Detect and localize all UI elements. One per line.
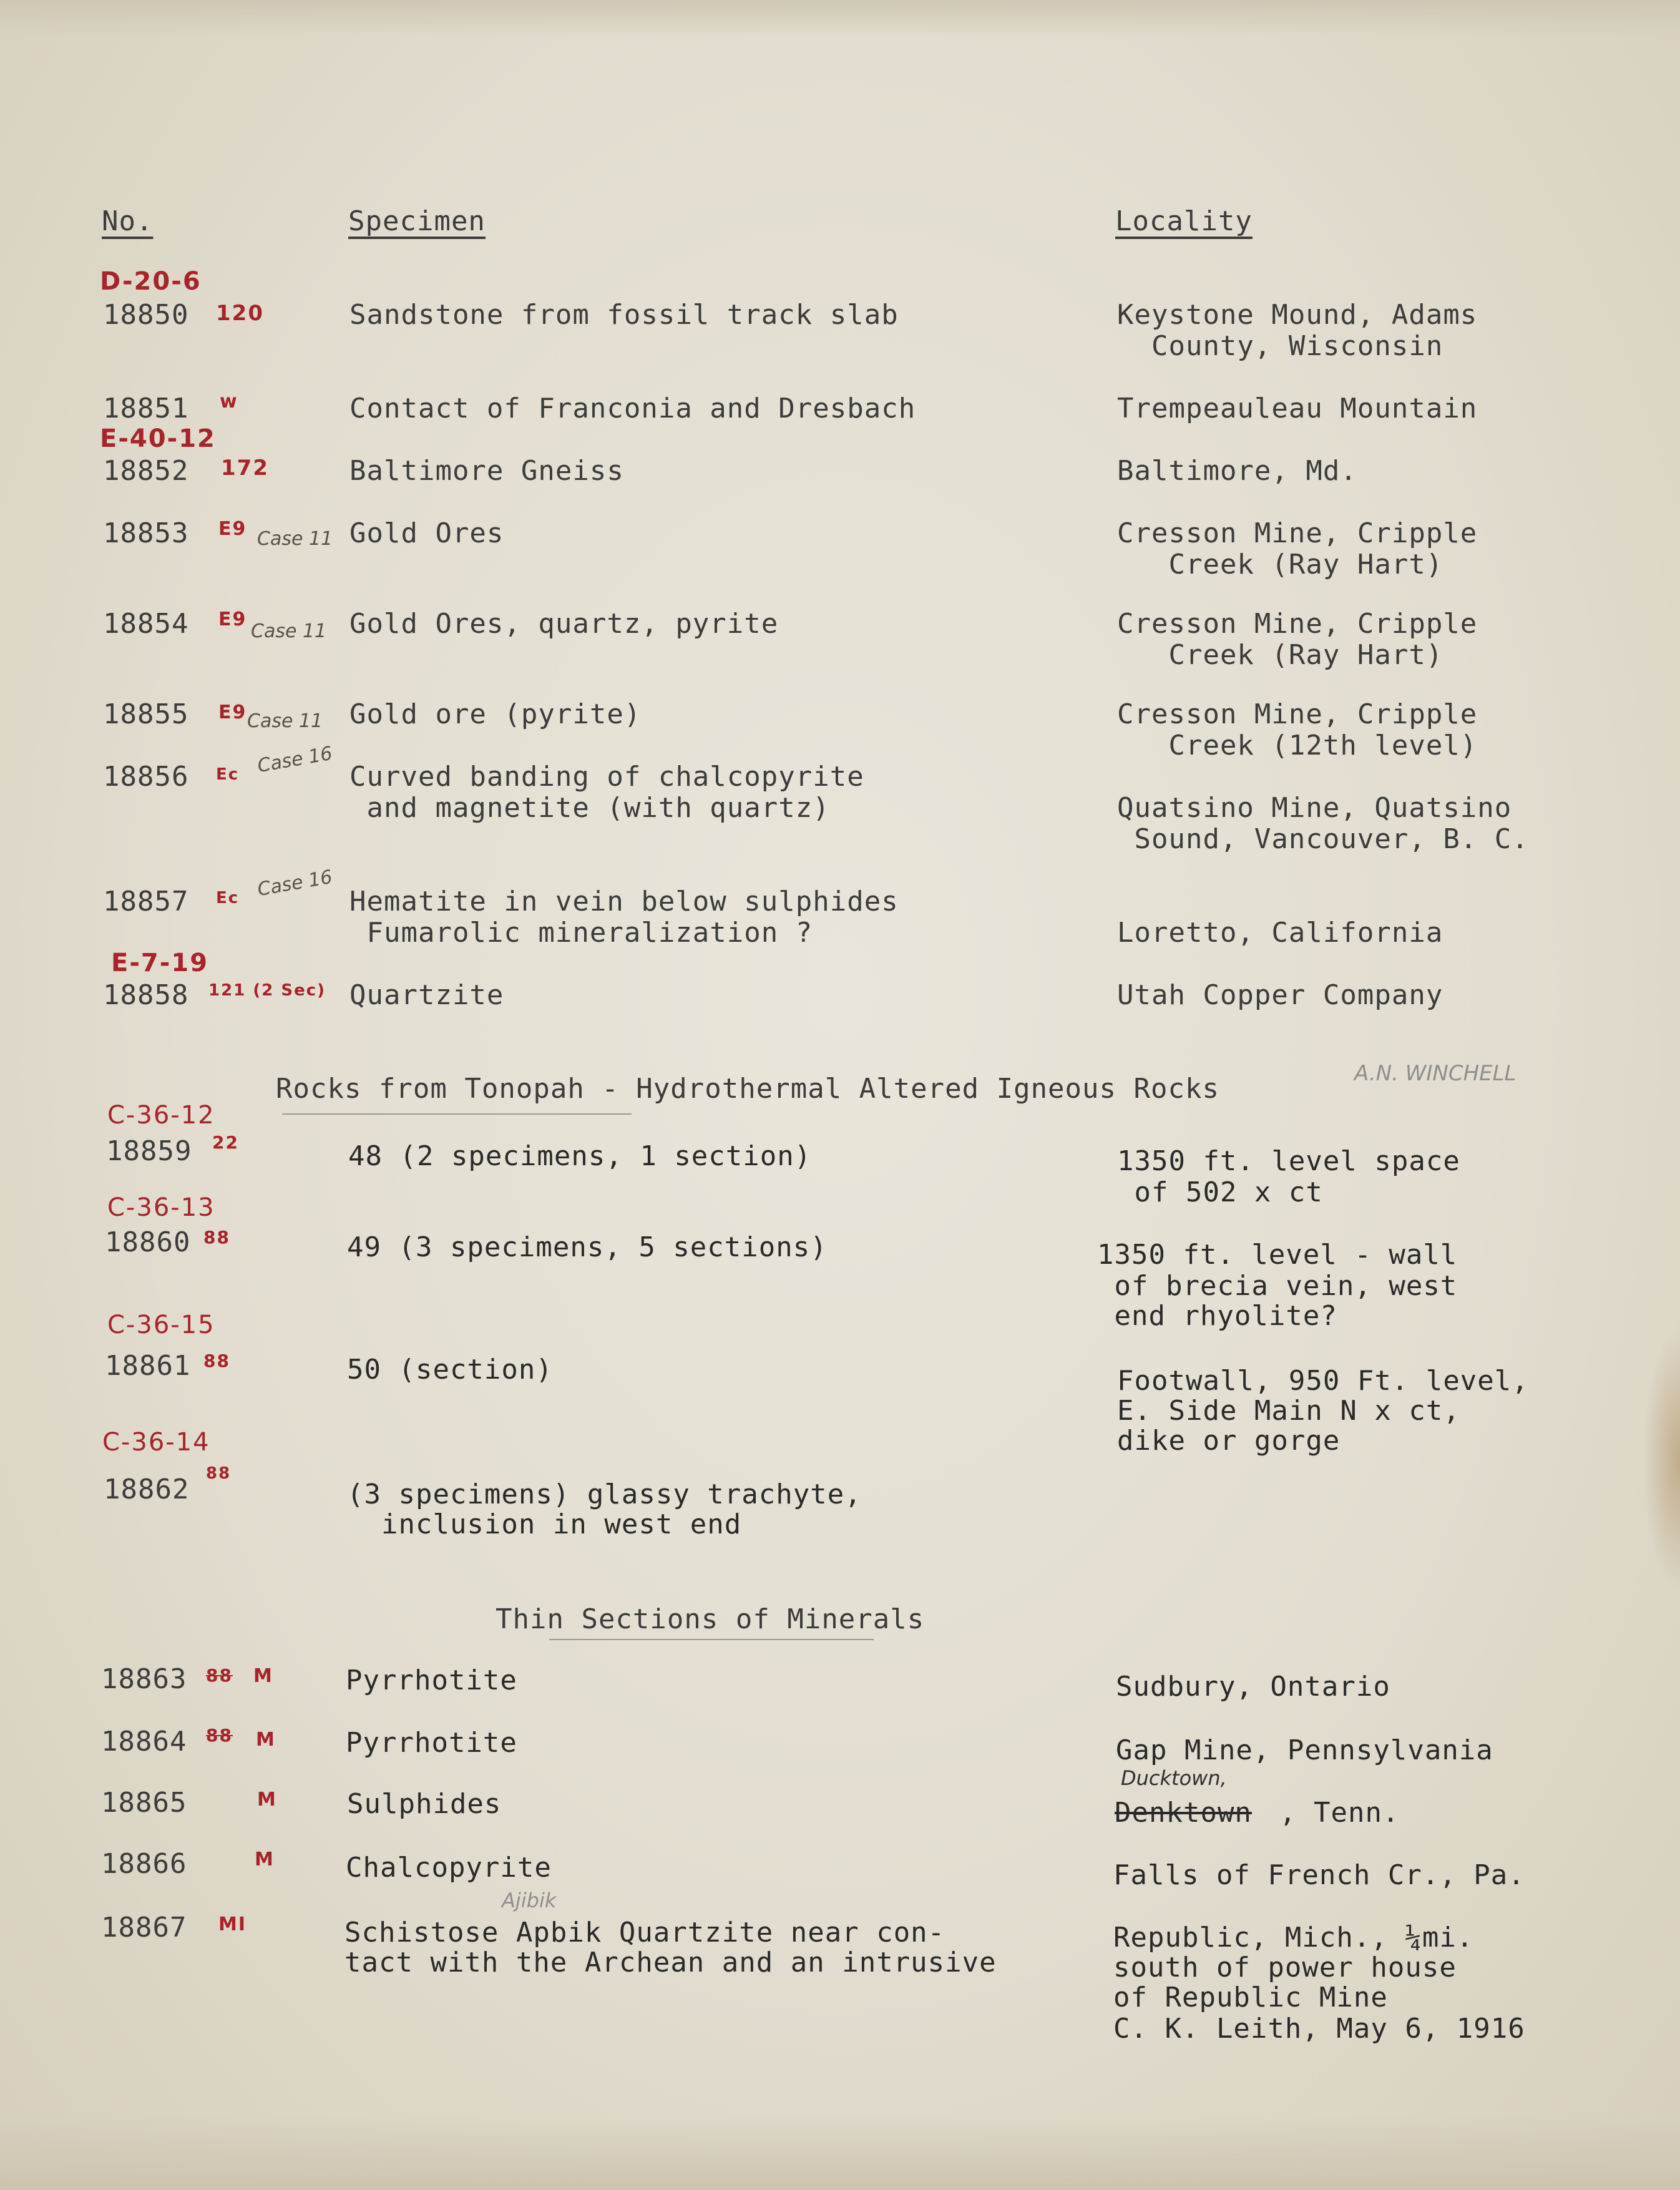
- specimen-desc: Quartzite: [349, 979, 504, 1011]
- red-annotation: 88: [206, 1464, 232, 1483]
- red-annotation: E9: [218, 518, 247, 540]
- locality-line: Loretto, California: [1117, 917, 1443, 949]
- specimen-desc: tact with the Archean and an intrusive: [344, 1947, 997, 1978]
- locality-line: Gap Mine, Pennsylvania: [1116, 1734, 1493, 1766]
- locality-line: C. K. Leith, May 6, 1916: [1113, 2013, 1525, 2045]
- specimen-desc: Sulphides: [347, 1788, 502, 1820]
- red-annotation: M: [253, 1665, 273, 1687]
- specimen-number: 18852: [103, 455, 189, 487]
- locality-line: E. Side Main N x ct,: [1117, 1395, 1460, 1427]
- specimen-desc: Schistose Apbik Quartzite near con-: [344, 1917, 945, 1948]
- locality-line: of 502 x ct: [1117, 1176, 1323, 1208]
- red-annotation: M: [255, 1849, 275, 1870]
- paper-stain: [1643, 1329, 1680, 1591]
- specimen-desc: 48 (2 specimens, 1 section): [348, 1140, 812, 1172]
- specimen-number: 18850: [103, 299, 189, 331]
- specimen-number: 18864: [101, 1726, 187, 1757]
- locality-line: Sound, Vancouver, B. C.: [1117, 823, 1529, 855]
- catalog-mark: E-40-12: [100, 424, 216, 453]
- specimen-number: 18863: [101, 1663, 187, 1695]
- specimen-desc: 50 (section): [347, 1354, 553, 1386]
- locality-struck: Denktown: [1115, 1797, 1252, 1829]
- specimen-desc: Baltimore Gneiss: [349, 455, 624, 487]
- locality-line: dike or gorge: [1117, 1425, 1341, 1457]
- locality-line: south of power house: [1113, 1952, 1457, 1983]
- case-annotation: Case 16: [255, 866, 335, 901]
- red-annotation: w: [220, 391, 238, 413]
- specimen-desc: Gold Ores: [349, 517, 504, 549]
- specimen-desc: and magnetite (with quartz): [349, 792, 830, 824]
- specimen-number: 18857: [103, 886, 189, 917]
- red-annotation: 88: [203, 1351, 230, 1371]
- locality-line: Baltimore, Md.: [1117, 455, 1357, 487]
- catalog-mark: C-36-14: [102, 1428, 210, 1457]
- specimen-number: 18855: [103, 698, 189, 730]
- section-underline: [549, 1639, 874, 1640]
- specimen-desc: Curved banding of chalcopyrite: [349, 761, 864, 793]
- specimen-number: 18859: [106, 1135, 192, 1167]
- locality-line: Keystone Mound, Adams: [1117, 299, 1478, 331]
- specimen-number: 18858: [103, 979, 189, 1011]
- locality-line: Quatsino Mine, Quatsino: [1117, 792, 1512, 824]
- specimen-number: 18867: [101, 1912, 187, 1943]
- specimen-desc: inclusion in west end: [347, 1508, 742, 1540]
- specimen-number: 18851: [103, 393, 189, 424]
- red-annotation: Ec: [216, 889, 240, 907]
- specimen-number: 18856: [103, 761, 189, 793]
- specimen-desc: Gold ore (pyrite): [349, 698, 642, 730]
- case-annotation: Case 11: [251, 620, 327, 642]
- locality-line: Sudbury, Ontario: [1116, 1671, 1390, 1703]
- header-no: No.: [102, 205, 154, 237]
- locality-line: Trempeauleau Mountain: [1117, 393, 1478, 424]
- red-annotation: 22: [212, 1132, 239, 1153]
- catalog-mark: C-36-12: [107, 1101, 215, 1130]
- specimen-number: 18866: [101, 1848, 187, 1880]
- locality-line: of brecia vein, west: [1097, 1270, 1458, 1302]
- locality-line: Republic, Mich., ¼mi.: [1113, 1922, 1474, 1953]
- specimen-desc: 49 (3 specimens, 5 sections): [347, 1231, 828, 1263]
- specimen-desc: (3 specimens) glassy trachyte,: [347, 1479, 862, 1510]
- red-annotation: 120: [216, 301, 264, 326]
- specimen-desc: Pyrrhotite: [346, 1664, 517, 1696]
- header-locality: Locality: [1115, 205, 1253, 237]
- locality-line: Cresson Mine, Cripple: [1117, 698, 1478, 730]
- locality-line: end rhyolite?: [1097, 1300, 1337, 1332]
- red-annotation: E9: [218, 609, 247, 630]
- section-title-thin-sections: Thin Sections of Minerals: [496, 1603, 925, 1635]
- header-specimen: Specimen: [348, 205, 486, 237]
- red-annotation: 88: [203, 1227, 230, 1248]
- locality-line: 1350 ft. level space: [1117, 1145, 1460, 1177]
- pencil-note: Ajibik: [502, 1889, 557, 1912]
- locality-line: Utah Copper Company: [1117, 979, 1443, 1011]
- specimen-desc: Sandstone from fossil track slab: [349, 299, 899, 331]
- locality-line: 1350 ft. level - wall: [1097, 1239, 1458, 1271]
- specimen-number: 18861: [105, 1350, 191, 1382]
- specimen-desc: Hematite in vein below sulphides: [349, 886, 899, 917]
- specimen-number: 18853: [103, 517, 189, 549]
- specimen-number: 18854: [103, 608, 189, 640]
- locality-line: Creek (12th level): [1117, 730, 1478, 761]
- specimen-number: 18865: [101, 1787, 187, 1819]
- locality-line: , Tenn.: [1279, 1797, 1400, 1829]
- paper-edge-bottom: [0, 2115, 1680, 2190]
- case-annotation: Case 11: [257, 528, 333, 550]
- specimen-desc: Fumarolic mineralization ?: [349, 917, 813, 949]
- red-annotation: E9: [218, 701, 247, 723]
- red-annotation: MI: [218, 1914, 247, 1935]
- red-annotation: Ec: [216, 765, 240, 784]
- specimen-desc: Pyrrhotite: [346, 1727, 517, 1759]
- specimen-desc: Gold Ores, quartz, pyrite: [349, 608, 779, 640]
- locality-line: Footwall, 950 Ft. level,: [1117, 1365, 1529, 1397]
- locality-line: of Republic Mine: [1113, 1982, 1388, 2013]
- catalog-mark: E-7-19: [111, 949, 209, 977]
- specimen-desc: Chalcopyrite: [346, 1852, 552, 1884]
- locality-line: Cresson Mine, Cripple: [1117, 517, 1478, 549]
- locality-line: Cresson Mine, Cripple: [1117, 608, 1478, 640]
- pencil-note: A.N. WINCHELL: [1354, 1061, 1516, 1086]
- specimen-number: 18862: [104, 1474, 190, 1505]
- locality-line: Creek (Ray Hart): [1117, 549, 1443, 580]
- specimen-number: 18860: [105, 1226, 191, 1258]
- paper-edge-top: [0, 0, 1680, 37]
- catalog-mark: C-36-13: [107, 1193, 215, 1222]
- catalog-mark: C-36-15: [107, 1311, 215, 1339]
- specimen-desc: Contact of Franconia and Dresbach: [349, 393, 916, 424]
- catalog-mark: D-20-6: [100, 267, 202, 296]
- red-annotation: 172: [221, 456, 269, 481]
- red-annotation: 121 (2 Sec): [208, 981, 326, 1000]
- red-annotation: M: [257, 1789, 277, 1811]
- red-annotation: M: [256, 1729, 276, 1751]
- red-annotation-struck: 88: [206, 1725, 233, 1746]
- red-annotation-struck: 88: [206, 1665, 233, 1686]
- case-annotation: Case 11: [247, 710, 323, 732]
- locality-line: Falls of French Cr., Pa.: [1113, 1859, 1525, 1891]
- locality-line: Creek (Ray Hart): [1117, 639, 1443, 671]
- section-title-tonopah: Rocks from Tonopah - Hydrothermal Altered Igneous Rocks: [276, 1073, 1219, 1105]
- section-underline: [282, 1113, 632, 1115]
- case-annotation: Case 16: [255, 742, 335, 778]
- handwritten-correction: Ducktown,: [1121, 1766, 1227, 1790]
- locality-line: County, Wisconsin: [1117, 330, 1443, 362]
